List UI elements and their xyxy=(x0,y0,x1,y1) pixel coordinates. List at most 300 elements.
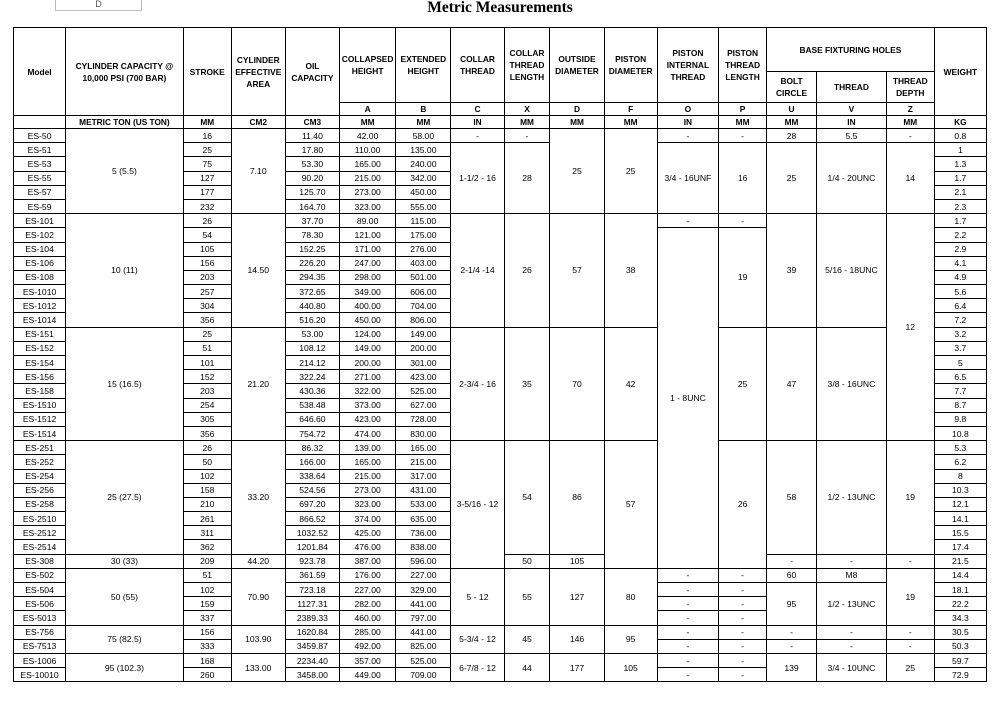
group-value-cell: 6-7/8 - 12 xyxy=(451,653,504,681)
value-cell: 333 xyxy=(183,639,231,653)
value-cell: 2389.33 xyxy=(285,611,339,625)
letter-a: A xyxy=(340,103,396,116)
group-value-cell: 25 xyxy=(886,653,934,681)
value-cell: 449.00 xyxy=(340,668,396,682)
value-cell: 338.64 xyxy=(285,469,339,483)
value-cell: 311 xyxy=(183,526,231,540)
group-value-cell: - xyxy=(817,554,887,568)
model-cell: ES-106 xyxy=(14,256,66,270)
value-cell: 374.00 xyxy=(340,512,396,526)
group-value-cell: 127 xyxy=(550,568,604,625)
group-value-cell: - xyxy=(657,668,718,682)
model-cell: ES-152 xyxy=(14,341,66,355)
header-piston-internal: PISTON INTERNAL THREAD xyxy=(657,28,718,103)
value-cell: 17.80 xyxy=(285,143,339,157)
group-value-cell: - xyxy=(657,611,718,625)
value-cell: 271.00 xyxy=(340,370,396,384)
value-cell: 101 xyxy=(183,356,231,370)
value-cell: 110.00 xyxy=(340,143,396,157)
value-cell: 200.00 xyxy=(396,341,451,355)
value-cell: 555.00 xyxy=(396,199,451,213)
value-cell: 72.9 xyxy=(934,668,986,682)
group-value-cell: 54 xyxy=(504,441,550,555)
group-value-cell: - xyxy=(719,214,767,228)
value-cell: 6.2 xyxy=(934,455,986,469)
value-cell: 127 xyxy=(183,171,231,185)
value-cell: 524.56 xyxy=(285,483,339,497)
table-row xyxy=(14,568,987,582)
group-value-cell: 5 - 12 xyxy=(451,568,504,625)
group-value-cell: 30 (33) xyxy=(66,554,184,568)
value-cell: 372.65 xyxy=(285,285,339,299)
unit-extended: MM xyxy=(396,116,451,129)
value-cell: 501.00 xyxy=(396,270,451,284)
group-value-cell: 26 xyxy=(719,441,767,569)
value-cell: 1.3 xyxy=(934,157,986,171)
value-cell: 294.35 xyxy=(285,270,339,284)
value-cell: 102 xyxy=(183,469,231,483)
value-cell: 441.00 xyxy=(396,625,451,639)
group-value-cell: 1/2 - 13UNC xyxy=(817,441,887,555)
group-value-cell: 58 xyxy=(767,441,817,555)
value-cell: 121.00 xyxy=(340,228,396,242)
group-value-cell: 2-1/4 -14 xyxy=(451,214,504,328)
value-cell: 215.00 xyxy=(340,469,396,483)
unit-bolt-circle: MM xyxy=(767,116,817,129)
value-cell: 430.36 xyxy=(285,384,339,398)
group-value-cell: 44 xyxy=(504,653,550,681)
header-piston-length: PISTON THREAD LENGTH xyxy=(719,28,767,103)
unit-piston-len: MM xyxy=(719,116,767,129)
value-cell: 825.00 xyxy=(396,639,451,653)
value-cell: 806.00 xyxy=(396,313,451,327)
metric-measurements-table xyxy=(13,27,987,682)
model-cell: ES-55 xyxy=(14,171,66,185)
value-cell: 203 xyxy=(183,384,231,398)
group-value-cell: 146 xyxy=(550,625,604,653)
value-cell: 301.00 xyxy=(396,356,451,370)
unit-oil: CM3 xyxy=(285,116,339,129)
group-value-cell: 139 xyxy=(767,653,817,681)
value-cell: 373.00 xyxy=(340,398,396,412)
value-cell: 1 xyxy=(934,143,986,157)
value-cell: 4.1 xyxy=(934,256,986,270)
value-cell: 273.00 xyxy=(340,483,396,497)
group-value-cell: 16 xyxy=(719,143,767,214)
group-value-cell: - xyxy=(767,639,817,653)
value-cell: 276.00 xyxy=(396,242,451,256)
group-value-cell: 14.50 xyxy=(231,214,285,328)
table-row xyxy=(14,214,987,228)
group-value-cell: 33.20 xyxy=(231,441,285,555)
group-value-cell: - xyxy=(657,597,718,611)
group-value-cell: 42 xyxy=(604,327,657,441)
model-cell: ES-151 xyxy=(14,327,66,341)
header-outside-diameter: OUTSIDE DIAMETER xyxy=(550,28,604,103)
group-value-cell: 25 xyxy=(767,143,817,214)
header-stroke: STROKE xyxy=(183,28,231,116)
group-value-cell: 5 (5.5) xyxy=(66,129,184,214)
group-value-cell: 21.20 xyxy=(231,327,285,441)
group-value-cell: - xyxy=(719,639,767,653)
group-value-cell: 95 xyxy=(767,583,817,626)
model-cell: ES-2510 xyxy=(14,512,66,526)
group-value-cell: 70 xyxy=(550,327,604,441)
value-cell: 2.9 xyxy=(934,242,986,256)
value-cell: 3458.00 xyxy=(285,668,339,682)
model-cell: ES-101 xyxy=(14,214,66,228)
group-value-cell: 3/4 - 10UNC xyxy=(817,653,887,681)
group-value-cell: - xyxy=(657,129,718,143)
model-cell: ES-258 xyxy=(14,497,66,511)
value-cell: 14.4 xyxy=(934,568,986,582)
model-cell: ES-5013 xyxy=(14,611,66,625)
group-value-cell: - xyxy=(657,639,718,653)
model-cell: ES-53 xyxy=(14,157,66,171)
value-cell: 2.2 xyxy=(934,228,986,242)
value-cell: 26 xyxy=(183,441,231,455)
value-cell: 516.20 xyxy=(285,313,339,327)
model-cell: ES-108 xyxy=(14,270,66,284)
value-cell: 227.00 xyxy=(396,568,451,582)
value-cell: 240.00 xyxy=(396,157,451,171)
value-cell: 12.1 xyxy=(934,497,986,511)
group-value-cell: 60 xyxy=(767,568,817,582)
letter-u: U xyxy=(767,103,817,116)
group-value-cell: 19 xyxy=(886,568,934,625)
unit-blank xyxy=(14,116,66,129)
group-value-cell: 25 (27.5) xyxy=(66,441,184,555)
value-cell: 214.12 xyxy=(285,356,339,370)
header-weight: WEIGHT xyxy=(934,28,986,116)
value-cell: 232 xyxy=(183,199,231,213)
value-cell: 606.00 xyxy=(396,285,451,299)
model-cell: ES-252 xyxy=(14,455,66,469)
value-cell: 53.00 xyxy=(285,327,339,341)
value-cell: 337 xyxy=(183,611,231,625)
group-value-cell: - xyxy=(719,668,767,682)
model-cell: ES-102 xyxy=(14,228,66,242)
header-collar-length: COLLAR THREAD LENGTH xyxy=(504,28,550,103)
group-value-cell: - xyxy=(657,625,718,639)
value-cell: 423.00 xyxy=(396,370,451,384)
model-cell: ES-256 xyxy=(14,483,66,497)
group-value-cell: 1/2 - 13UNC xyxy=(817,583,887,626)
value-cell: 209 xyxy=(183,554,231,568)
value-cell: 525.00 xyxy=(396,384,451,398)
group-value-cell: 70.90 xyxy=(231,568,285,625)
group-value-cell: 95 (102.3) xyxy=(66,653,184,681)
value-cell: 149.00 xyxy=(340,341,396,355)
value-cell: 11.40 xyxy=(285,129,339,143)
group-value-cell: 5.5 xyxy=(817,129,887,143)
value-cell: 26 xyxy=(183,214,231,228)
table-body xyxy=(14,129,987,682)
value-cell: 323.00 xyxy=(340,497,396,511)
value-cell: 15.5 xyxy=(934,526,986,540)
value-cell: 322.24 xyxy=(285,370,339,384)
unit-collar-length: MM xyxy=(504,116,550,129)
value-cell: 2234.40 xyxy=(285,653,339,667)
value-cell: 42.00 xyxy=(340,129,396,143)
group-value-cell: 10 (11) xyxy=(66,214,184,328)
model-cell: ES-59 xyxy=(14,199,66,213)
value-cell: 357.00 xyxy=(340,653,396,667)
group-value-cell: - xyxy=(767,554,817,568)
value-cell: 838.00 xyxy=(396,540,451,554)
group-value-cell: - xyxy=(504,129,550,143)
group-value-cell: 39 xyxy=(767,214,817,328)
value-cell: 260 xyxy=(183,668,231,682)
letter-d: D xyxy=(550,103,604,116)
value-cell: 635.00 xyxy=(396,512,451,526)
value-cell: 474.00 xyxy=(340,426,396,440)
header-extended: EXTENDED HEIGHT xyxy=(396,28,451,103)
value-cell: 16 xyxy=(183,129,231,143)
group-value-cell: - xyxy=(657,583,718,597)
value-cell: 105 xyxy=(183,242,231,256)
value-cell: 298.00 xyxy=(340,270,396,284)
unit-weight: KG xyxy=(934,116,986,129)
value-cell: 538.48 xyxy=(285,398,339,412)
value-cell: 177 xyxy=(183,185,231,199)
group-value-cell: 80 xyxy=(604,568,657,625)
value-cell: 797.00 xyxy=(396,611,451,625)
model-cell: ES-504 xyxy=(14,583,66,597)
value-cell: 4.9 xyxy=(934,270,986,284)
value-cell: 125.70 xyxy=(285,185,339,199)
value-cell: 3.2 xyxy=(934,327,986,341)
value-cell: 34.3 xyxy=(934,611,986,625)
value-cell: 200.00 xyxy=(340,356,396,370)
group-value-cell: 5-3/4 - 12 xyxy=(451,625,504,653)
value-cell: 492.00 xyxy=(340,639,396,653)
unit-collapsed: MM xyxy=(340,116,396,129)
model-cell: ES-10010 xyxy=(14,668,66,682)
unit-collar-thread: IN xyxy=(451,116,504,129)
value-cell: 226.20 xyxy=(285,256,339,270)
value-cell: 257 xyxy=(183,285,231,299)
model-cell: ES-1006 xyxy=(14,653,66,667)
group-value-cell: 133.00 xyxy=(231,653,285,681)
group-value-cell: 28 xyxy=(767,129,817,143)
value-cell: 866.52 xyxy=(285,512,339,526)
value-cell: 3.7 xyxy=(934,341,986,355)
model-cell: ES-502 xyxy=(14,568,66,582)
group-value-cell: 50 (55) xyxy=(66,568,184,625)
value-cell: 533.00 xyxy=(396,497,451,511)
group-value-cell: - xyxy=(886,625,934,639)
value-cell: 323.00 xyxy=(340,199,396,213)
model-cell: ES-104 xyxy=(14,242,66,256)
table-row xyxy=(14,441,987,455)
value-cell: 102 xyxy=(183,583,231,597)
unit-thread: IN xyxy=(817,116,887,129)
group-value-cell: - xyxy=(886,639,934,653)
value-cell: 403.00 xyxy=(396,256,451,270)
model-cell: ES-251 xyxy=(14,441,66,455)
value-cell: 25 xyxy=(183,327,231,341)
letter-z: Z xyxy=(886,103,934,116)
value-cell: 304 xyxy=(183,299,231,313)
model-cell: ES-2512 xyxy=(14,526,66,540)
value-cell: 165.00 xyxy=(340,157,396,171)
table-row xyxy=(14,327,987,341)
group-value-cell: 5/16 - 18UNC xyxy=(817,214,887,328)
letter-f: F xyxy=(604,103,657,116)
value-cell: 261 xyxy=(183,512,231,526)
value-cell: 1032.52 xyxy=(285,526,339,540)
value-cell: 37.70 xyxy=(285,214,339,228)
value-cell: 728.00 xyxy=(396,412,451,426)
group-value-cell: - xyxy=(817,625,887,639)
value-cell: 476.00 xyxy=(340,540,396,554)
group-value-cell: - xyxy=(719,611,767,625)
value-cell: 51 xyxy=(183,568,231,582)
value-cell: 227.00 xyxy=(340,583,396,597)
value-cell: 754.72 xyxy=(285,426,339,440)
value-cell: 135.00 xyxy=(396,143,451,157)
group-value-cell: 105 xyxy=(604,653,657,681)
value-cell: 285.00 xyxy=(340,625,396,639)
value-cell: 166.00 xyxy=(285,455,339,469)
unit-area: CM2 xyxy=(231,116,285,129)
group-value-cell: 1/4 - 20UNC xyxy=(817,143,887,214)
letter-o: O xyxy=(657,103,718,116)
value-cell: 440.80 xyxy=(285,299,339,313)
model-cell: ES-756 xyxy=(14,625,66,639)
unit-capacity: METRIC TON (US TON) xyxy=(66,116,184,129)
group-value-cell: - xyxy=(719,129,767,143)
value-cell: 50 xyxy=(183,455,231,469)
value-cell: 9.8 xyxy=(934,412,986,426)
value-cell: 203 xyxy=(183,270,231,284)
value-cell: 6.5 xyxy=(934,370,986,384)
model-cell: ES-1010 xyxy=(14,285,66,299)
value-cell: 1620.84 xyxy=(285,625,339,639)
group-value-cell: 26 xyxy=(504,214,550,328)
unit-stroke: MM xyxy=(183,116,231,129)
value-cell: 1201.84 xyxy=(285,540,339,554)
unit-thread-depth: MM xyxy=(886,116,934,129)
group-value-cell: 14 xyxy=(886,143,934,214)
value-cell: 50.3 xyxy=(934,639,986,653)
page-title: Metric Measurements xyxy=(427,0,573,16)
group-value-cell: 3/4 - 16UNF xyxy=(657,143,718,214)
value-cell: 425.00 xyxy=(340,526,396,540)
model-cell: ES-51 xyxy=(14,143,66,157)
value-cell: 322.00 xyxy=(340,384,396,398)
model-cell: ES-2514 xyxy=(14,540,66,554)
value-cell: 152.25 xyxy=(285,242,339,256)
header-oil: OIL CAPACITY xyxy=(285,28,339,116)
group-value-cell: - xyxy=(657,568,718,582)
model-cell: ES-156 xyxy=(14,370,66,384)
model-cell: ES-1512 xyxy=(14,412,66,426)
value-cell: 1127.31 xyxy=(285,597,339,611)
group-value-cell: - xyxy=(886,129,934,143)
group-value-cell: 7.10 xyxy=(231,129,285,214)
group-value-cell: 28 xyxy=(504,143,550,214)
value-cell: 210 xyxy=(183,497,231,511)
value-cell: 423.00 xyxy=(340,412,396,426)
group-value-cell: 15 (16.5) xyxy=(66,327,184,441)
value-cell: 441.00 xyxy=(396,597,451,611)
value-cell: 139.00 xyxy=(340,441,396,455)
value-cell: 7.2 xyxy=(934,313,986,327)
header-base-fixturing: BASE FIXTURING HOLES xyxy=(767,28,935,72)
header-model: Model xyxy=(14,28,66,116)
value-cell: 6.4 xyxy=(934,299,986,313)
group-value-cell: 103.90 xyxy=(231,625,285,653)
value-cell: 159 xyxy=(183,597,231,611)
value-cell: 175.00 xyxy=(396,228,451,242)
value-cell: 25 xyxy=(183,143,231,157)
value-cell: 156 xyxy=(183,625,231,639)
value-cell: 247.00 xyxy=(340,256,396,270)
model-cell: ES-154 xyxy=(14,356,66,370)
group-value-cell: 105 xyxy=(550,554,604,568)
value-cell: 21.5 xyxy=(934,554,986,568)
group-value-cell: 177 xyxy=(550,653,604,681)
header-area: CYLINDER EFFECTIVE AREA xyxy=(231,28,285,116)
value-cell: 215.00 xyxy=(396,455,451,469)
value-cell: 1.7 xyxy=(934,171,986,185)
sheet-tab: D xyxy=(55,0,142,11)
group-value-cell: - xyxy=(886,554,934,568)
value-cell: 273.00 xyxy=(340,185,396,199)
header-collar-thread: COLLAR THREAD xyxy=(451,28,504,103)
group-value-cell: 12 xyxy=(886,214,934,441)
unit-outside-dia: MM xyxy=(550,116,604,129)
value-cell: 387.00 xyxy=(340,554,396,568)
value-cell: 3459.87 xyxy=(285,639,339,653)
value-cell: 176.00 xyxy=(340,568,396,582)
group-value-cell: 1 - 8UNC xyxy=(657,228,718,569)
value-cell: 697.20 xyxy=(285,497,339,511)
group-value-cell: - xyxy=(451,129,504,143)
group-value-cell: 95 xyxy=(604,625,657,653)
value-cell: 22.2 xyxy=(934,597,986,611)
value-cell: 158 xyxy=(183,483,231,497)
value-cell: 329.00 xyxy=(396,583,451,597)
value-cell: 165.00 xyxy=(340,455,396,469)
value-cell: 282.00 xyxy=(340,597,396,611)
value-cell: 7.7 xyxy=(934,384,986,398)
value-cell: 30.5 xyxy=(934,625,986,639)
group-value-cell: - xyxy=(657,214,718,228)
value-cell: 51 xyxy=(183,341,231,355)
header-thread-depth: THREAD DEPTH xyxy=(886,72,934,103)
group-value-cell: 44.20 xyxy=(231,554,285,568)
header-bolt-circle: BOLT CIRCLE xyxy=(767,72,817,103)
value-cell: 5.6 xyxy=(934,285,986,299)
group-value-cell: 55 xyxy=(504,568,550,625)
value-cell: 356 xyxy=(183,313,231,327)
value-cell: 431.00 xyxy=(396,483,451,497)
letter-b: B xyxy=(396,103,451,116)
group-value-cell: - xyxy=(767,625,817,639)
value-cell: 17.4 xyxy=(934,540,986,554)
model-cell: ES-50 xyxy=(14,129,66,143)
value-cell: 356 xyxy=(183,426,231,440)
group-value-cell: 35 xyxy=(504,327,550,441)
value-cell: 5.3 xyxy=(934,441,986,455)
value-cell: 156 xyxy=(183,256,231,270)
group-value-cell: 25 xyxy=(719,327,767,441)
value-cell: 723.18 xyxy=(285,583,339,597)
value-cell: 90.20 xyxy=(285,171,339,185)
